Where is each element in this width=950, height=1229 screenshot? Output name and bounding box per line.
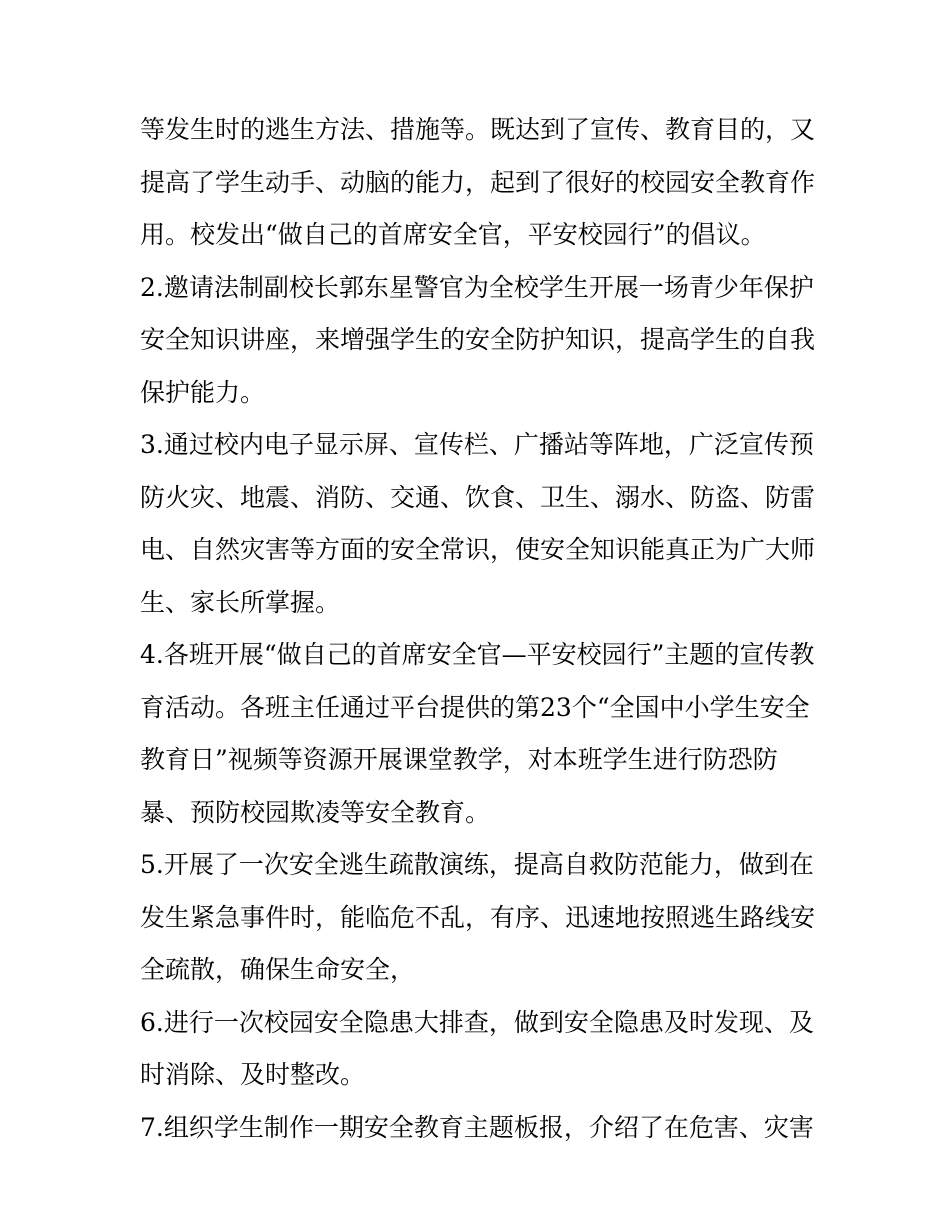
text-line: 5.开展了一次安全逃生疏散演练，提高自救防范能力，做到在: [140, 850, 814, 879]
text-line: 发生紧急事件时，能临危不乱，有序、迅速地按照逃生路线安: [140, 902, 816, 932]
text-line: 时消除、及时整改。: [140, 1060, 366, 1089]
text-line: 教育日”视频等资源开展课堂教学，对本班学生进行防恐防: [140, 745, 778, 774]
text-line: 防火灾、地震、消防、交通、饮食、卫生、溺水、防盗、防雷: [140, 482, 816, 512]
paragraph-item-2: [140, 262, 820, 420]
text-line: 等发生时的逃生方法、措施等。既达到了宣传、教育目的，又: [140, 115, 816, 144]
text-line: 用。校发出“做自己的首席安全官，平安校园行”的倡议。: [140, 220, 766, 249]
text-line: 全疏散，确保生命安全，: [140, 955, 416, 984]
text-line: 安全知识讲座，来增强学生的安全防护知识，提高学生的自我: [140, 325, 816, 354]
text-line: 3.通过校内电子显示屏、宣传栏、广播站等阵地，广泛宣传预: [140, 430, 814, 459]
text-line: 保护能力。: [140, 377, 266, 407]
text-line: 暴、预防校园欺凌等安全教育。: [140, 797, 491, 827]
text-line: 7.组织学生制作一期安全教育主题板报，介绍了在危害、灾害: [140, 1112, 814, 1142]
text-line: 4.各班开展“做自己的首席安全官—平安校园行”主题的宣传教: [140, 640, 815, 669]
paragraph-item-4: [140, 629, 820, 839]
text-line: 电、自然灾害等方面的安全常识，使安全知识能真正为广大师: [140, 535, 816, 564]
text-line: 育活动。各班主任通过平台提供的第23个“全国中小学生安全: [140, 692, 810, 722]
paragraph-item-3: [140, 419, 820, 629]
paragraph-continued-intro: [140, 104, 820, 262]
text-line: 提高了学生动手、动脑的能力，起到了很好的校园安全教育作: [140, 167, 816, 197]
text-line: 6.进行一次校园安全隐患大排查，做到安全隐患及时发现、及: [140, 1007, 814, 1037]
document-body: [140, 104, 820, 1154]
paragraph-item-5: [140, 839, 820, 997]
text-line: 生、家长所掌握。: [140, 587, 341, 617]
paragraph-item-6: [140, 997, 820, 1102]
text-line: 2.邀请法制副校长郭东星警官为全校学生开展一场青少年保护: [140, 272, 814, 302]
paragraph-item-7: [140, 1102, 820, 1155]
